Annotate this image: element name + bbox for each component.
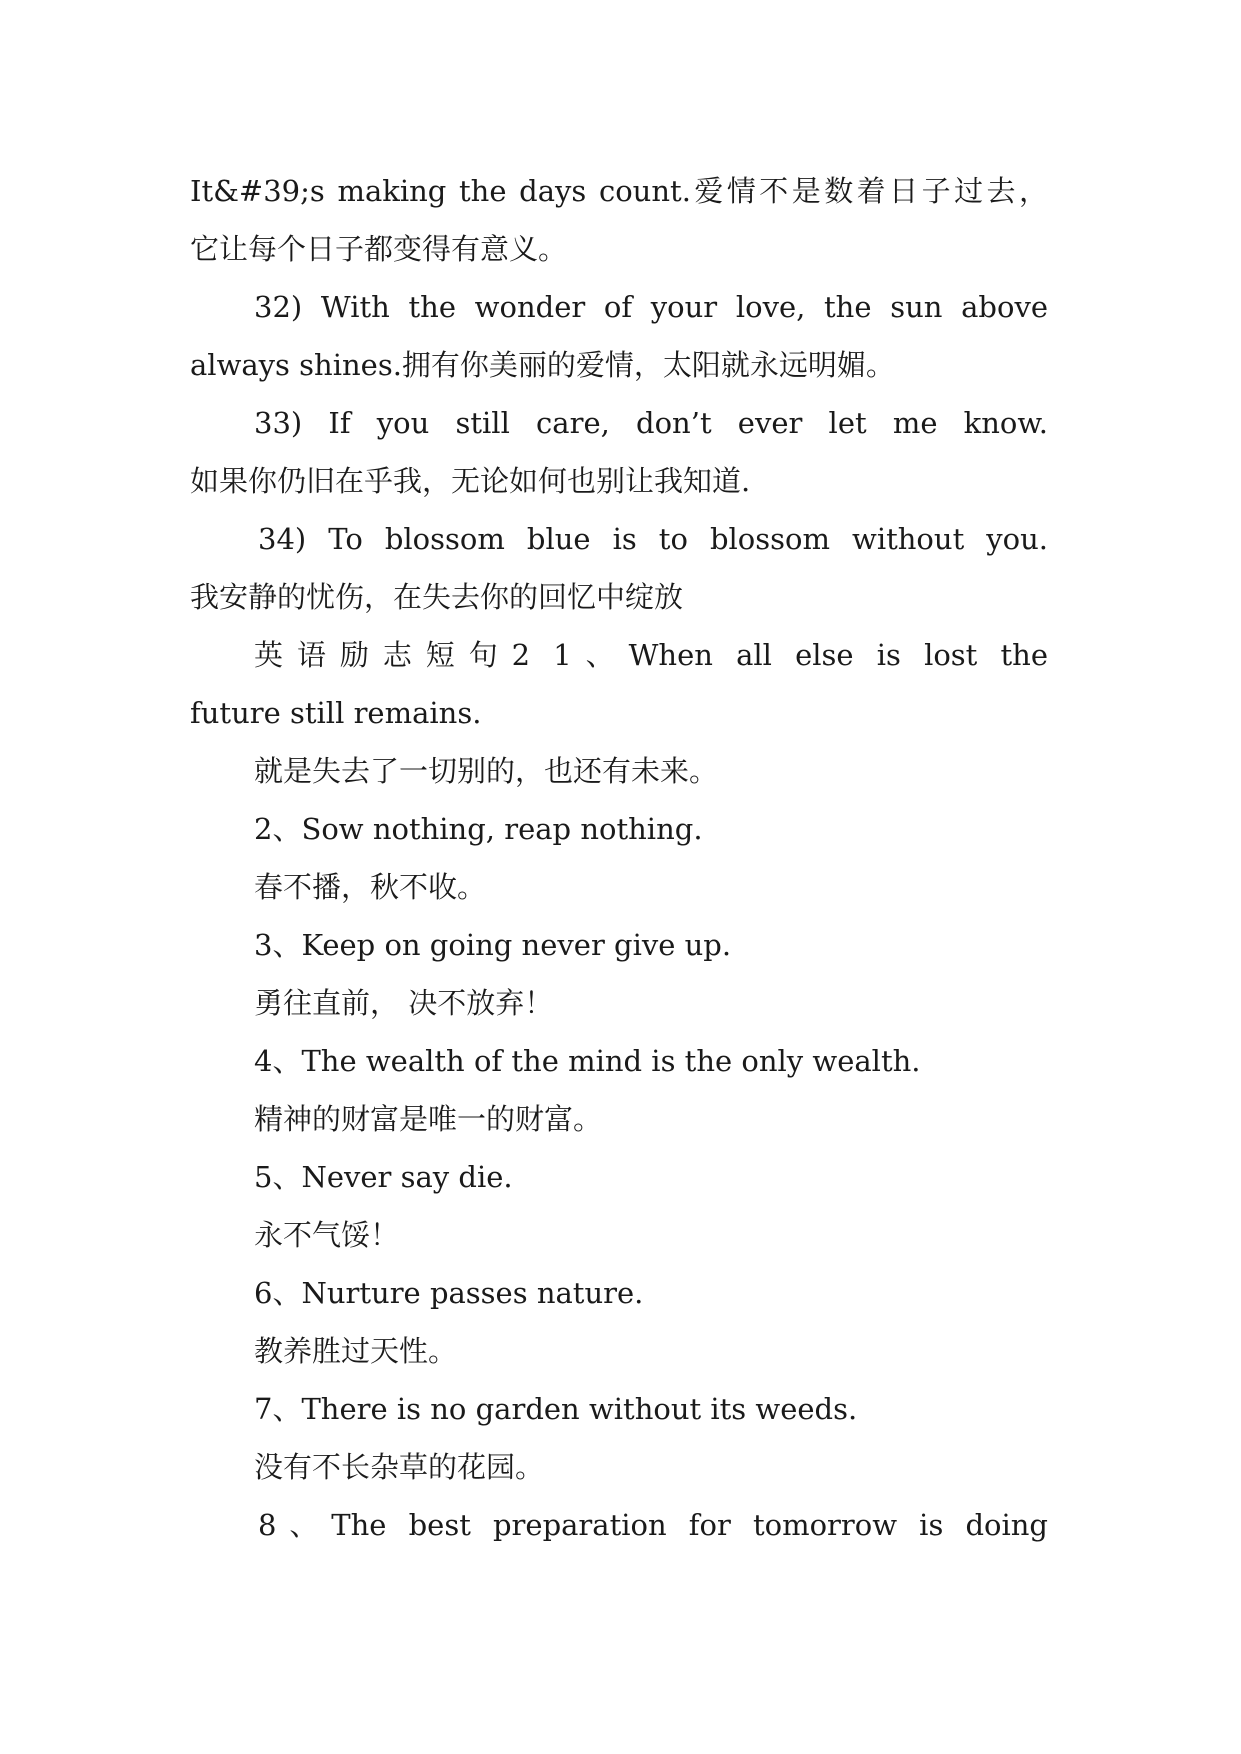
text-line: It&#39;s making the days count.爱情不是数着日子过去， (190, 174, 1048, 208)
text-line: 3、Keep on going never give up. (254, 928, 732, 962)
text-line: 6、Nurture passes nature. (254, 1276, 644, 1310)
text-line: 5、Never say die. (254, 1160, 513, 1194)
text-line: always shines.拥有你美丽的爱情，太阳就永远明媚。 (190, 348, 895, 382)
text-line: 就是失去了一切别的，也还有未来。 (254, 754, 719, 788)
text-line: 英语励志短句2 1、When all else is lost the (254, 638, 1048, 672)
text-line: 精神的财富是唯一的财富。 (254, 1102, 603, 1136)
text-line: 勇往直前， 决不放弃！ (254, 986, 554, 1020)
text-line: 我安静的忧伤，在失去你的回忆中绽放 (190, 580, 684, 614)
text-line: 34) To blossom blue is to blossom without you. (258, 522, 1048, 556)
text-line: 7、There is no garden without its weeds. (254, 1392, 858, 1426)
text-line: 教养胜过天性。 (254, 1334, 458, 1368)
text-line: 8、The best preparation for tomorrow is doing (258, 1508, 1048, 1542)
text-line: 春不播，秋不收。 (254, 870, 487, 904)
text-line: 33) If you still care, don’t ever let me know. (254, 406, 1048, 440)
text-line: 32) With the wonder of your love, the sun above (254, 290, 1048, 324)
text-line: 永不气馁！ (254, 1218, 400, 1252)
text-line: 它让每个日子都变得有意义。 (190, 232, 568, 266)
document-body (190, 162, 1048, 1554)
text-line: 没有不长杂草的花园。 (254, 1450, 545, 1484)
text-line: 4、The wealth of the mind is the only wealth. (254, 1044, 921, 1078)
text-line: 2、Sow nothing, reap nothing. (254, 812, 703, 846)
text-line: future still remains. (190, 696, 482, 730)
text-line: 如果你仍旧在乎我，无论如何也别让我知道. (190, 464, 751, 498)
